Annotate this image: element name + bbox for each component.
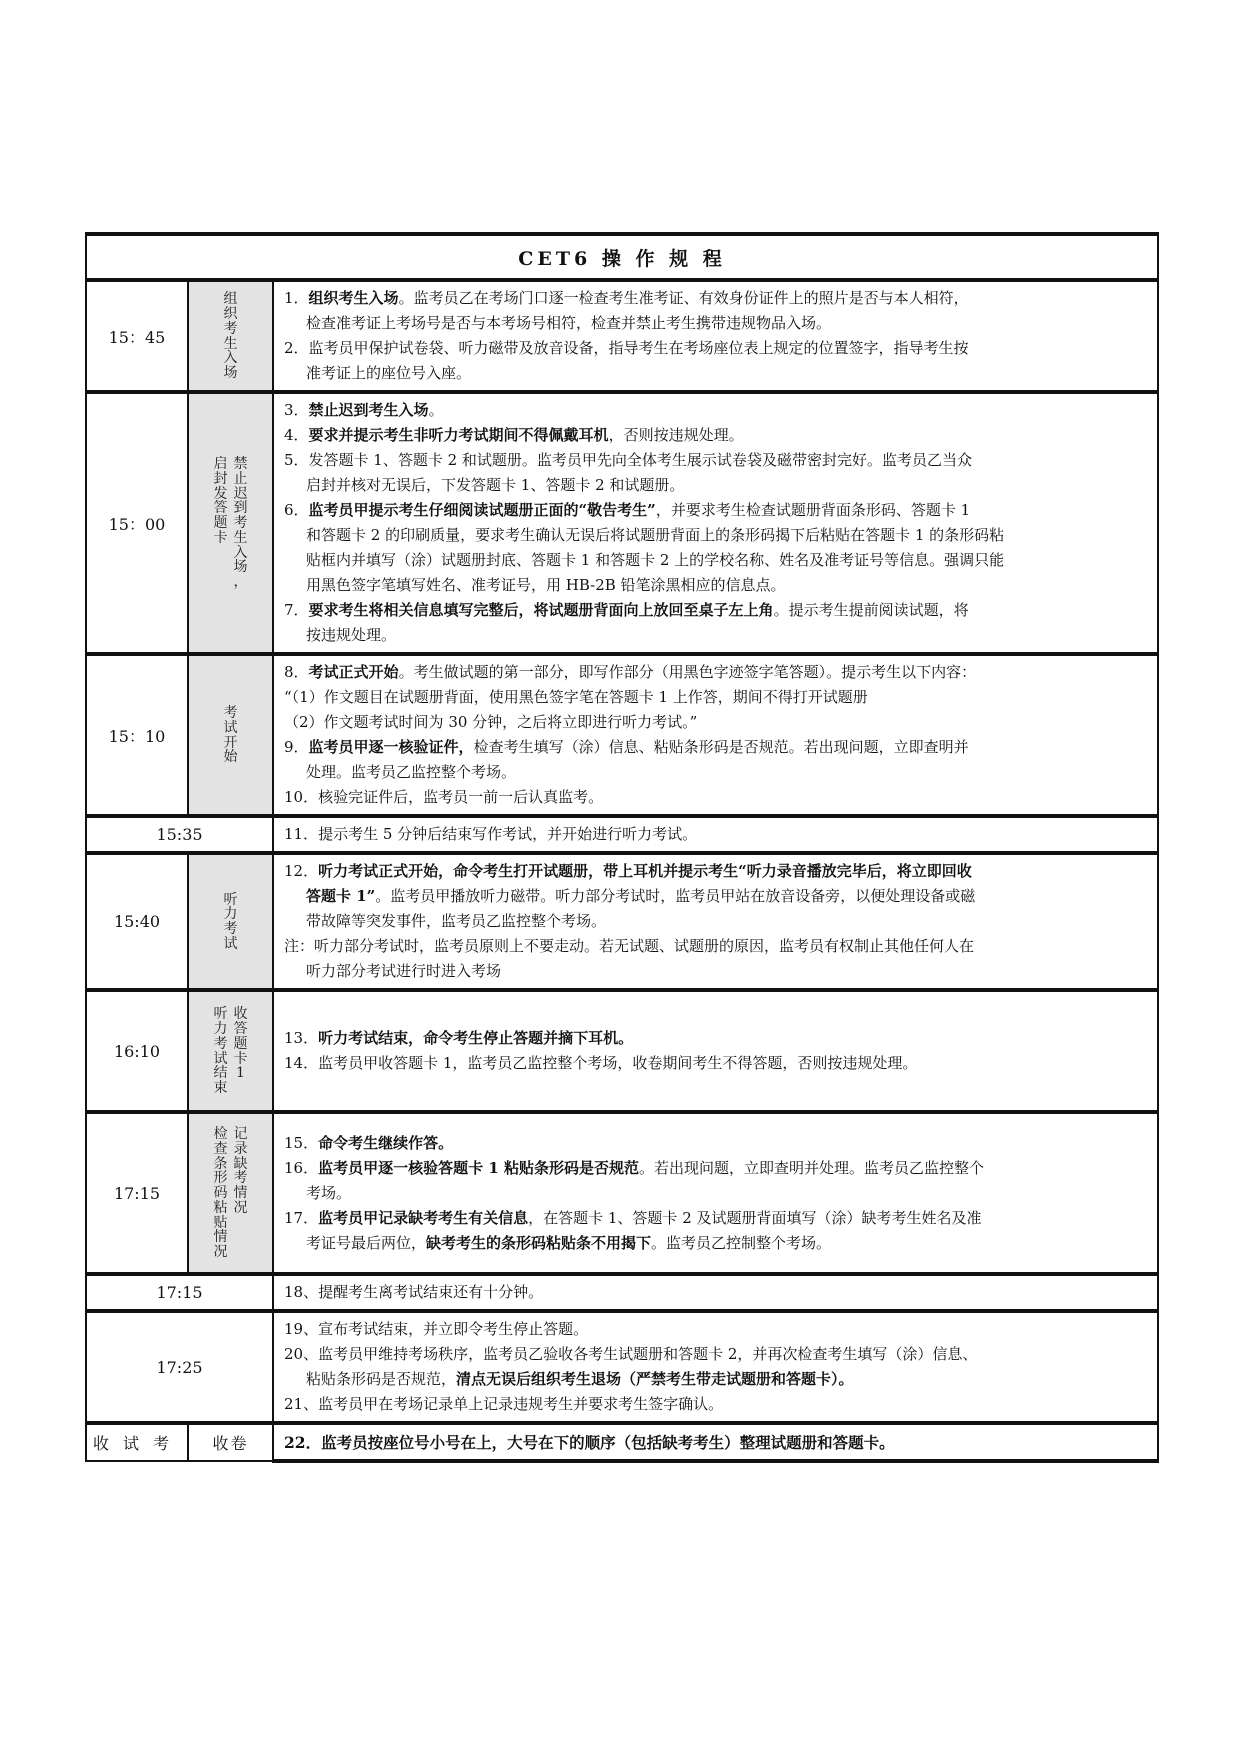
footer-left-cell: 收试考 [86,1423,188,1461]
content-line: 7．要求考生将相关信息填写完整后，将试题册背面向上放回至桌子左上角。提示考生提前阅读试题，将 [284,601,969,619]
content-line: 启封并核对无误后，下发答题卡 1、答题卡 2 和试题册。 [306,476,685,494]
content-cell [273,1274,1158,1311]
content-line: 考证号最后两位，缺考考生的条形码粘贴条不用揭下。监考员乙控制整个考场。 [306,1233,832,1252]
content-line: 20、监考员甲维持考场秩序，监考员乙验收各考生试题册和答题卡 2，并再次检查考生填写（涂）信息、 [284,1345,978,1363]
content-line: 6．监考员甲提示考生仔细阅读试题册正面的“敬告考生”，并要求考生检查试题册背面条形码、答题卡 1 [284,501,971,519]
content-line: 8．考试正式开始。考生做试题的第一部分，即写作部分（用黑色字迹签字笔答题）。提示考生以下内容： [284,663,977,681]
content-line: 11．提示考生 5 分钟后结束写作考试，并开始进行听力考试。 [284,825,698,843]
table-row [86,1274,1158,1311]
content-line: （2）作文题考试时间为 30 分钟，之后将立即进行听力考试。” [284,713,698,731]
content-cell [273,1311,1158,1423]
table-row [86,853,1158,990]
stage-label: 启 封 发 答 题 卡 [213,456,228,546]
content-cell [273,990,1158,1112]
content-line: 贴框内并填写（涂）试题册封底、答题卡 1 和答题卡 2 上的学校名称、姓名及准考证号等信息。强调只能 [306,551,1005,569]
table-row [86,816,1158,853]
stage-label: 禁 止 迟 到 考 生 入 场 ， [233,456,248,590]
time-cell: 15：45 [86,280,188,392]
content-cell [273,816,1158,853]
content-cell [273,392,1158,654]
content-line: 17．监考员甲记录缺考考生有关信息，在答题卡 1、答题卡 2 及试题册背面填写（涂）缺考考生姓名及准 [284,1208,982,1227]
content-line: 检查准考证上考场号是否与本考场号相符，检查并禁止考生携带违规物品入场。 [306,314,832,332]
time-cell: 17:25 [86,1311,273,1423]
table-row [86,392,1158,654]
stage-label: 检 查 条 形 码 粘 贴 情 况 [213,1126,228,1260]
stage-label: 记 录 缺 考 情 况 [233,1126,248,1216]
stage-cell [188,654,273,816]
time-cell: 15:35 [86,816,273,853]
time-cell: 16:10 [86,990,188,1112]
content-line: 带故障等突发事件，监考员乙监控整个考场。 [306,912,607,930]
stage-cell [188,990,273,1112]
content-line: 16．监考员甲逐一核验答题卡 1 粘贴条形码是否规范。若出现问题，立即查明并处理。监考员乙监控整个 [284,1158,984,1177]
content-line: 考场。 [306,1183,352,1202]
content-cell [273,280,1158,392]
stage-label: 听 力 考 试 [223,891,238,952]
content-line: 听力部分考试进行时进入考场 [306,962,502,980]
content-line: 5．发答题卡 1、答题卡 2 和试题册。监考员甲先向全体考生展示试卷袋及磁带密封完好。监考员乙当众 [284,451,972,469]
content-line: 9．监考员甲逐一核验证件，检查考生填写（涂）信息、粘贴条形码是否规范。若出现问题，立即查明并 [284,738,969,756]
time-cell: 17:15 [86,1112,188,1274]
content-line: “（1）作文题目在试题册背面，使用黑色签字笔在答题卡 1 上作答，期间不得打开试题册 [284,688,868,706]
content-line: 3．禁止迟到考生入场。 [284,401,444,419]
content-line: 4．要求并提示考生非听力考试期间不得佩戴耳机，否则按违规处理。 [284,426,744,444]
procedure-table [85,232,1159,1463]
stage-label: 收 答 题 卡 1 [233,1006,248,1082]
table-row [86,990,1158,1112]
stage-cell [188,1112,273,1274]
stage-cell [188,392,273,654]
content-line: 处理。监考员乙监控整个考场。 [306,763,517,781]
content-line: 21、监考员甲在考场记录单上记录违规考生并要求考生签字确认。 [284,1395,724,1413]
content-line: 18、提醒考生离考试结束还有十分钟。 [284,1283,544,1301]
footer-stage-cell: 收卷 [188,1423,273,1461]
stage-cell [188,280,273,392]
content-line: 19、宣布考试结束，并立即令考生停止答题。 [284,1320,589,1338]
table-row [86,280,1158,392]
content-line: 13．听力考试结束，命令考生停止答题并摘下耳机。 [284,1029,634,1047]
stage-label: 听 力 考 试 结 束 [213,1006,228,1096]
content-line: 准考证上的座位号入座。 [306,364,472,382]
content-line: 1．组织考生入场。监考员乙在考场门口逐一检查考生准考证、有效身份证件上的照片是否与本人相符， [284,289,969,307]
time-cell: 15:40 [86,853,188,990]
content-cell [273,654,1158,816]
table-row [86,1423,1158,1461]
content-line: 12．听力考试正式开始，命令考生打开试题册，带上耳机并提示考生“听力录音播放完毕后，将立即回收 [284,862,972,880]
content-line: 和答题卡 2 的印刷质量，要求考生确认无误后将试题册背面上的条形码揭下后粘贴在答题卡 1 的条形码粘 [306,526,1005,544]
time-cell: 15：00 [86,392,188,654]
stage-cell [188,853,273,990]
content-line: 按违规处理。 [306,626,397,644]
content-line: 14．监考员甲收答题卡 1，监考员乙监控整个考场，收卷期间考生不得答题，否则按违规处理。 [284,1054,918,1072]
time-cell: 15：10 [86,654,188,816]
table-row [86,1311,1158,1423]
table-row [86,1112,1158,1274]
content-line: 2．监考员甲保护试卷袋、听力磁带及放音设备，指导考生在考场座位表上规定的位置签字，指导考生按 [284,339,969,357]
content-cell [273,1112,1158,1274]
content-line: 10．核验完证件后，监考员一前一后认真监考。 [284,788,604,806]
table-title: CET6 操 作 规 程 [86,234,1158,280]
stage-label: 考 试 开 始 [223,705,238,766]
time-cell: 17:15 [86,1274,273,1311]
content-line: 注：听力部分考试时，监考员原则上不要走动。若无试题、试题册的原因，监考员有权制止其他任何人在 [284,937,975,955]
content-line: 15．命令考生继续作答。 [284,1133,454,1152]
content-line: 答题卡 1”。监考员甲播放听力磁带。听力部分考试时，监考员甲站在放音设备旁，以便处理设备或磁 [306,887,976,905]
content-line: 粘贴条形码是否规范，清点无误后组织考生退场（严禁考生带走试题册和答题卡）。 [306,1370,854,1388]
content-line: 用黑色签字笔填写姓名、准考证号，用 HB-2B 铅笔涂黑相应的信息点。 [306,576,786,594]
footer-content-cell: 22．监考员按座位号小号在上，大号在下的顺序（包括缺考考生）整理试题册和答题卡。 [273,1423,1158,1461]
stage-label: 组 织 考 生 入 场 [223,291,238,381]
table-row [86,654,1158,816]
content-cell [273,853,1158,990]
